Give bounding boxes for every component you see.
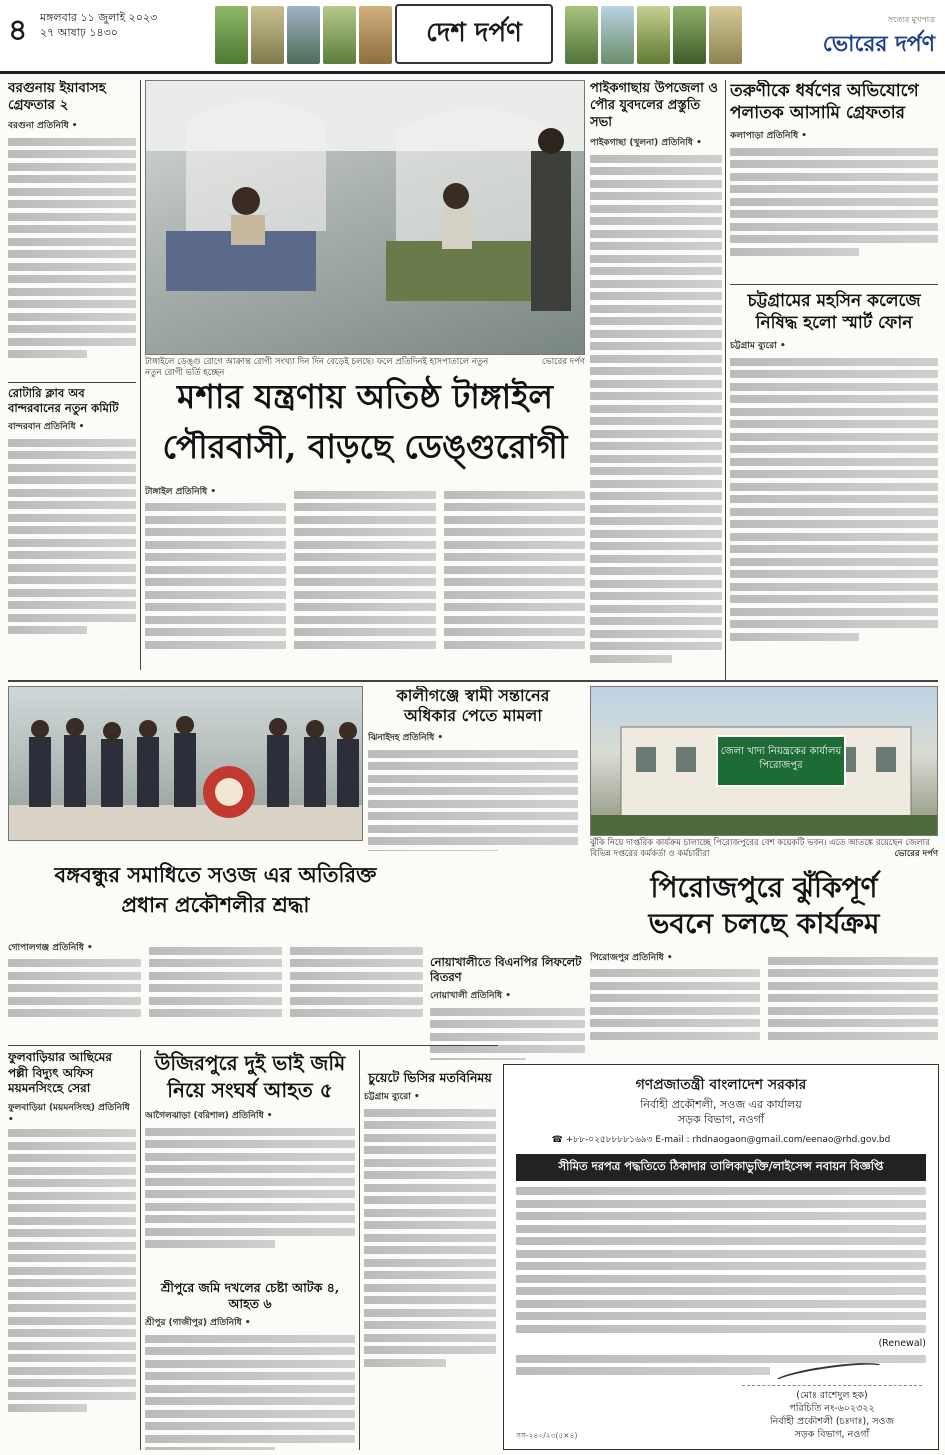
signature-division: সড়ক বিভাগ, নওগাঁ [794,1429,870,1440]
signature-name: (মোঃ রাশেদুল হক) [796,1390,868,1401]
notice-division: সড়ক বিভাগ, নওগাঁ [677,1113,765,1126]
strip-photo [565,6,598,64]
article-body-col [8,942,141,1042]
article-headline: চুয়েটে ভিসির মতবিনিময় [368,1070,492,1085]
strip-photo [323,6,356,64]
article-headline: কালীগঞ্জে স্বামী সন্তানের অধিকার পেতে মামলা [396,686,550,725]
article-paikgachha [590,80,722,680]
article-body-col [768,952,938,1060]
notice-renewal-label: (Renewal) [878,1338,926,1349]
article-sreepur [145,1280,355,1450]
office-sign-board [716,735,846,787]
wreath-scene-illustration [9,687,363,841]
article-byline: বান্দরবান প্রতিনিধি • [8,422,85,432]
wreath-laying-photo [8,686,363,841]
headline-line-1: বঙ্গবন্ধুর সমাধিতে সওজ এর অতিরিক্ত [54,862,377,887]
article-headline: ফুলবাড়িয়ার আছিমের পল্লী বিদ্যুৎ অফিস ময়মনসিংহে সেরা [8,1050,112,1095]
article-kaliganj [368,686,578,851]
article-headline: বরগুনায় ইয়াবাসহ গ্রেফতার ২ [8,80,106,113]
article-uzirpur [145,1050,355,1275]
article-byline: ঝিনাইদহ প্রতিনিধি • [368,733,444,743]
article-byline: শ্রীপুর (গাজীপুর) প্রতিনিধি • [145,1318,251,1328]
pirojpur-photo-caption [590,838,938,860]
article-pirojpur-headline [590,870,938,950]
brand-tagline: সত্যের মুখপাত্র [887,15,935,24]
article-byline: নোয়াখালী প্রতিনিধি • [430,991,511,1001]
article-phulbari [8,1050,136,1450]
headline-line-2: ভবনে চলছে কার্যক্রম [648,907,880,940]
article-body [730,148,938,256]
article-body [364,1109,496,1367]
photo-strip-right [565,6,742,64]
article-body [368,750,578,852]
notice-ref-number: সস-২৪০/২৩(৫×৪) [516,1431,578,1440]
signature-scribble [742,1360,922,1386]
notice-signature-block [742,1360,922,1441]
article-headline: চট্টগ্রামের মহসিন কলেজে নিষিদ্ধ হলো স্মার্ট ফোন [747,291,921,333]
article-kalapara [730,80,938,280]
caption-text: ঝুঁকি নিয়ে দাপ্তরিক কার্যক্রম চালাচ্ছে পিরোজপুরের বেশ কয়েকটি ভবন। এতে আতঙ্কে রয়েছেন জেলার বিভিন্ন দপ্তরের কর্মকর্তা ও কর্মচারীরা [590,838,930,859]
article-byline: গোপালগঞ্জ প্রতিনিধি • [8,943,93,953]
article-body [590,155,722,663]
article-byline: টাঙ্গাইল প্রতিনিধি • [145,487,217,497]
article-chuet [364,1070,496,1450]
strip-photo [637,6,670,64]
article-chattogram [730,290,938,685]
dengue-photo-caption: টাঙ্গাইলে ডেঙ্গু রোগে আক্রান্ত রোগী সংখ্যা দিন দিন বেড়েই চলছে। ফলে প্রতিদিনই হাসপাতালে নতুন নতুন রোগী ভর্তি হচ্ছেন [145,357,489,378]
column-divider [725,80,726,680]
article-body-col [290,942,423,1042]
brand-name: ভোরের দর্পণ [822,31,935,57]
article-body [8,1129,136,1412]
strip-photo [673,6,706,64]
article-body-col [590,952,760,1060]
article-byline: পিরোজপুর প্রতিনিধি • [590,953,673,963]
headline-line-1: উজিরপুরে দুই ভাই জমি [154,1051,346,1075]
notice-body [516,1187,926,1375]
article-body [730,358,938,641]
article-byline: কলাপাড়া প্রতিনিধি • [730,131,807,141]
article-body-col [444,486,585,674]
strip-photo [359,6,392,64]
pirojpur-building-photo [590,686,938,836]
strip-photo [251,6,284,64]
article-bangabandhu-headline [8,860,423,940]
main-headline-line-1: মশার যন্ত্রণায় অতিষ্ঠ টাঙ্গাইল [177,377,553,416]
masthead [0,0,945,74]
date-line [40,10,157,40]
article-byline: চট্টগ্রাম ব্যুরো • [364,1092,420,1102]
sign-board-subtitle: পিরোজপুর [759,760,803,771]
hospital-scene-illustration [146,81,585,355]
notice-contact: ☎ +৮৮-০২৫৮৮৮৮১৬৯৩ E-mail : rhdnaogaon@gmail.com/eenao@rhd.gov.bd [551,1135,891,1145]
strip-photo [287,6,320,64]
article-headline: তরুণীকে ধর্ষণের অভিযোগে পলাতক আসামি গ্রেফতার [730,81,919,123]
article-rotary [8,386,136,669]
article-barguna [8,80,136,380]
article-pirojpur-body [590,952,938,1060]
signature-title: নির্বাহী প্রকৌশলী (চঃদাঃ), সওজ [769,1416,895,1427]
article-body [8,439,136,635]
article-tangail-headline [145,372,585,482]
article-body [145,1335,355,1451]
photo-credit: ভোরের দর্পণ [541,357,585,367]
strip-photo [709,6,742,64]
photo-strip-left [215,6,392,64]
signature-id: পরিচিতি নং-৬০২৩২২ [789,1403,875,1414]
section-title: দেশ দর্পণ [395,4,553,64]
article-byline: বরগুনা প্রতিনিধি • [8,121,78,131]
date-gregorian: মঙ্গলবার ১১ জুলাই ২০২৩ [40,11,158,24]
article-body-col [149,942,282,1042]
article-headline: নোয়াখালীতে বিএনপির লিফলেট বিতরণ [430,955,582,984]
article-body [145,1128,355,1249]
headline-line-1: পিরোজপুরে ঝুঁকিপূর্ণ [650,871,878,904]
article-headline: পাইকগাছায় উপজেলা ও পৌর যুবদলের প্রস্তুতি সভা [590,81,718,130]
date-bengali: ২৭ আষাঢ় ১৪৩০ [40,26,118,39]
notice-office: নির্বাহী প্রকৌশলী, সওজ এর কার্যালয় [640,1098,802,1111]
headline-line-2: প্রধান প্রকৌশলীর শ্রদ্ধা [121,892,310,917]
main-headline-line-2: পৌরবাসী, বাড়ছে ডেঙ্গুরোগী [162,427,568,466]
article-byline: আগৈলঝাড়া (বরিশাল) প্রতিনিধি • [145,1111,273,1121]
headline-line-2: নিয়ে সংঘর্ষ আহত ৫ [167,1078,333,1102]
article-bangabandhu-body [8,942,423,1042]
article-headline: রোটারি ক্লাব অব বান্দরবানের নতুন কমিটি [8,386,119,415]
article-tangail-body [145,486,585,674]
notice-title: সীমিত দরপত্র পদ্ধতিতে ঠিকাদার তালিকাভুক্তি/লাইসেন্স নবায়ন বিজ্ঞপ্তি [516,1154,926,1181]
dengue-ward-photo [145,80,585,355]
photo-credit: ভোরের দর্পণ [894,849,938,859]
article-body-col [294,486,435,674]
article-headline: শ্রীপুরে জমি দখলের চেষ্টা আটক ৪, আহত ৬ [160,1280,340,1311]
article-body-col [145,486,286,674]
notice-government: গণপ্রজাতন্ত্রী বাংলাদেশ সরকার [635,1077,807,1093]
article-body [430,1008,585,1061]
column-divider [140,80,141,670]
article-byline: পাইকগাছা (খুলনা) প্রতিনিধি • [590,138,702,148]
article-byline: চট্টগ্রাম ব্যুরো • [730,341,786,351]
sign-board-title: জেলা খাদ্য নিয়ন্ত্রকের কার্যালয় [720,746,842,757]
horizontal-divider [8,680,938,682]
column-divider [140,1050,141,1450]
strip-photo [215,6,248,64]
divider [8,1045,498,1046]
column-divider [359,1050,360,1450]
page-number: ৪ [8,13,28,48]
strip-photo [601,6,634,64]
newspaper-logo [823,14,935,64]
government-tender-notice [503,1064,939,1450]
article-body [8,138,136,359]
article-byline: ফুলবাড়িয়া (ময়মনসিংহ) প্রতিনিধি • [8,1102,130,1125]
divider [8,382,136,383]
divider [730,284,938,285]
